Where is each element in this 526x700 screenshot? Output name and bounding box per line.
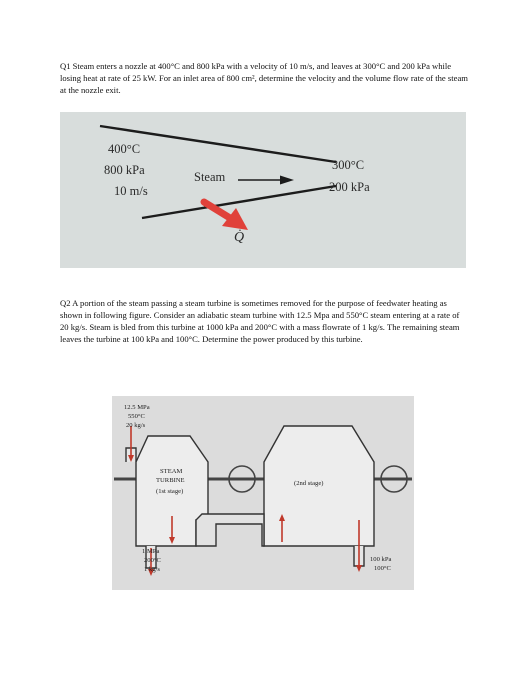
inlet-temperature-label: 400°C (108, 142, 141, 156)
exit-pressure-label: 100 kPa (370, 556, 392, 563)
exit-flow-arrowhead (356, 565, 362, 572)
heat-rate-symbol: Q̇ (234, 230, 245, 245)
inlet-flow-label: 20 kg/s (126, 422, 146, 429)
bleed-flow-label: 1 kg/s (144, 566, 160, 573)
inlet-temperature-label: 550°C (128, 413, 145, 420)
outlet-pressure-label: 200 kPa (329, 180, 370, 194)
exit-temperature-label: 100°C (374, 565, 391, 572)
turbine-figure (112, 396, 414, 590)
crossover-duct (196, 514, 264, 546)
steam-label: Steam (194, 170, 226, 184)
first-stage-label: (1st stage) (156, 488, 184, 495)
steam-flow-arrowhead (280, 176, 294, 185)
inlet-velocity-label: 10 m/s (114, 184, 148, 198)
nozzle-figure (60, 112, 466, 268)
bleed-pressure-label: 1 MPa (142, 548, 160, 555)
inlet-pressure-label: 800 kPa (104, 163, 145, 177)
second-stage-label: (2nd stage) (294, 480, 324, 487)
nozzle-lower-wall (142, 186, 336, 218)
outlet-temperature-label: 300°C (332, 158, 365, 172)
question-2-text: Q2 A portion of the steam passing a steam turbine is sometimes removed for the purpose of feedwater heating as shown in following figure. Consider an adiabatic steam turbine with 12.5 Mpa and 550°C steam entering at a rate of 20 kg/s. Steam is bled from this turbine at 1000 kPa and 200°C with a mass flowrate of 1 kg/s. The remaining steam leaves the turbine at 100 kPa and 100°C. Determine the power produced by this turbine. (60, 298, 460, 344)
question-1-text: Q1 Steam enters a nozzle at 400°C and 800 kPa with a velocity of 10 m/s, and leaves at 300°C and 200 kPa while losing heat at rate of 25 kW. For an inlet area of 800 cm², determine the velocity and the volume flow rate of the steam at the nozzle exit. (60, 61, 468, 95)
inlet-pressure-label: 12.5 MPa (124, 404, 150, 411)
turbine-label-line2: TURBINE (156, 477, 185, 484)
turbine-label-line1: STEAM (160, 468, 183, 475)
bleed-temperature-label: 200°C (144, 557, 161, 564)
